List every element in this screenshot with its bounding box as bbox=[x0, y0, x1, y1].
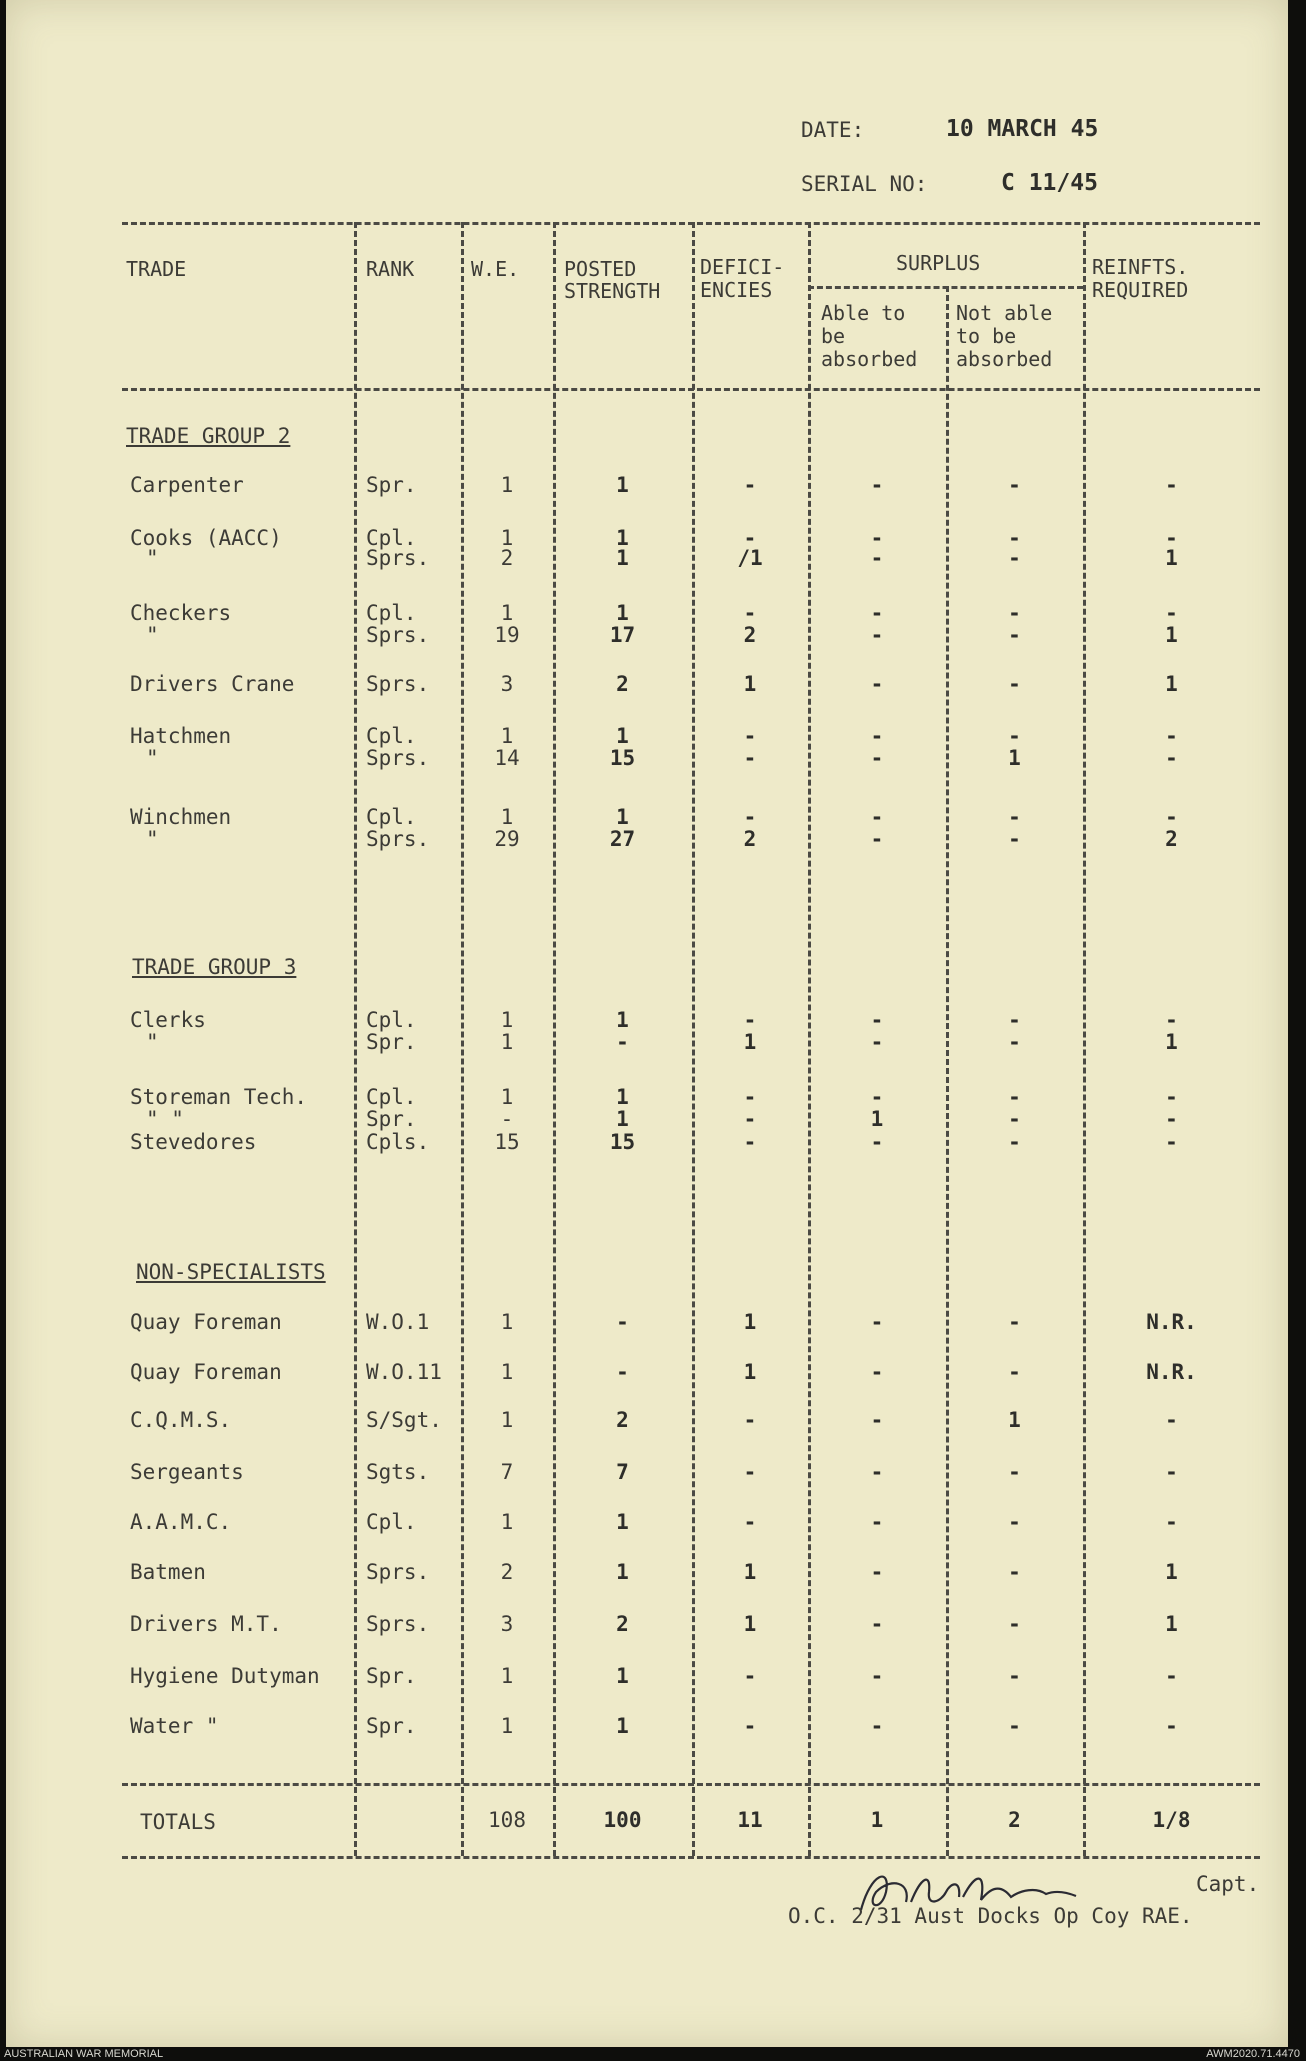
table-row-able: - bbox=[870, 526, 884, 550]
table-row-trade: Quay Foreman bbox=[130, 1310, 282, 1334]
table-row-able: - bbox=[870, 827, 884, 851]
table-row-we: 1 bbox=[500, 526, 514, 550]
table-row-defic: 2 bbox=[743, 623, 757, 647]
group-heading-non-specialists: NON-SPECIALISTS bbox=[136, 1260, 326, 1284]
table-row-defic: - bbox=[743, 805, 757, 829]
table-row-we: 1 bbox=[500, 1664, 514, 1688]
totals-posted: 100 bbox=[603, 1808, 642, 1832]
table-row-we: - bbox=[500, 1107, 514, 1131]
table-row-notable: - bbox=[1008, 805, 1021, 829]
table-row-reinf: - bbox=[1165, 1085, 1178, 1109]
table-row-we: 29 bbox=[494, 827, 520, 851]
table-row-we: 1 bbox=[500, 1360, 514, 1384]
table-row-rank: S/Sgt. bbox=[366, 1408, 442, 1432]
table-row-able: - bbox=[870, 1714, 884, 1738]
table-row-notable: - bbox=[1008, 672, 1021, 696]
table-row-defic: 1 bbox=[743, 1310, 757, 1334]
table-row-trade: Carpenter bbox=[130, 473, 244, 497]
table-row-reinf: - bbox=[1165, 724, 1178, 748]
totals-bottom-line bbox=[122, 1856, 1260, 1859]
table-row-able: - bbox=[870, 1560, 884, 1584]
table-row-able: 1 bbox=[870, 1107, 884, 1131]
table-row-we: 1 bbox=[500, 473, 514, 497]
table-row-trade: A.A.M.C. bbox=[130, 1510, 232, 1534]
table-row-trade: Clerks bbox=[130, 1008, 206, 1032]
table-row-rank: Spr. bbox=[366, 1107, 417, 1131]
signature-unit: O.C. 2/31 Aust Docks Op Coy RAE. bbox=[788, 1904, 1193, 1928]
table-row-notable: - bbox=[1008, 1664, 1021, 1688]
col-divider-rank bbox=[354, 222, 357, 1856]
table-row-trade: " bbox=[146, 546, 159, 570]
document-sheet bbox=[6, 0, 1288, 2047]
table-row-posted: 1 bbox=[616, 601, 629, 625]
group-heading-trade-group-3: TRADE GROUP 3 bbox=[132, 955, 297, 979]
table-row-posted: 1 bbox=[616, 526, 629, 550]
table-row-reinf: - bbox=[1165, 805, 1178, 829]
table-row-rank: Cpl. bbox=[366, 526, 417, 550]
table-row-rank: Sprs. bbox=[366, 672, 430, 696]
table-row-defic: - bbox=[743, 1408, 757, 1432]
footer-right: AWM2020.71.4470 bbox=[1206, 2048, 1300, 2060]
totals-able: 1 bbox=[870, 1808, 884, 1832]
date-value: 10 MARCH 45 bbox=[946, 116, 1099, 142]
col-header-able-1: Able to bbox=[821, 301, 906, 325]
table-row-rank: Cpl. bbox=[366, 724, 417, 748]
table-row-able: - bbox=[870, 623, 884, 647]
totals-we: 108 bbox=[488, 1808, 526, 1832]
table-row-posted: 1 bbox=[616, 546, 629, 570]
table-row-notable: - bbox=[1008, 1714, 1021, 1738]
table-row-rank: Sprs. bbox=[366, 623, 430, 647]
table-row-reinf: 1 bbox=[1165, 672, 1178, 696]
table-row-defic: - bbox=[743, 1008, 757, 1032]
table-row-posted: 1 bbox=[616, 1714, 629, 1738]
table-row-rank: Sprs. bbox=[366, 546, 430, 570]
col-header-able-3: absorbed bbox=[821, 347, 918, 371]
table-row-defic: 1 bbox=[743, 1030, 757, 1054]
table-row-posted: 15 bbox=[609, 746, 636, 770]
table-row-rank: Sprs. bbox=[366, 827, 430, 851]
table-row-trade: Quay Foreman bbox=[130, 1360, 282, 1384]
table-row-posted: 1 bbox=[616, 473, 629, 497]
table-row-notable: - bbox=[1008, 1460, 1021, 1484]
table-row-posted: 17 bbox=[609, 623, 636, 647]
table-row-able: - bbox=[870, 1310, 884, 1334]
table-row-reinf: - bbox=[1165, 1664, 1178, 1688]
table-row-trade: " bbox=[146, 746, 159, 770]
table-row-we: 3 bbox=[500, 1612, 514, 1636]
table-row-posted: 2 bbox=[616, 1612, 629, 1636]
table-row-we: 1 bbox=[500, 1008, 514, 1032]
table-row-posted: 1 bbox=[616, 805, 629, 829]
table-row-defic: 1 bbox=[743, 1612, 757, 1636]
table-row-trade: " bbox=[146, 827, 159, 851]
table-row-notable: - bbox=[1008, 623, 1021, 647]
table-row-rank: Spr. bbox=[366, 1664, 417, 1688]
header-bottom-line bbox=[122, 388, 1260, 391]
serial-label: SERIAL NO: bbox=[801, 172, 928, 196]
table-row-notable: - bbox=[1008, 1510, 1021, 1534]
table-row-able: - bbox=[870, 1085, 884, 1109]
table-row-posted: 1 bbox=[616, 1008, 629, 1032]
table-row-able: - bbox=[870, 601, 884, 625]
col-header-able-2: be bbox=[821, 324, 846, 348]
table-row-we: 1 bbox=[500, 1408, 514, 1432]
table-row-defic: 1 bbox=[743, 1560, 757, 1584]
table-row-trade: Checkers bbox=[130, 601, 232, 625]
totals-defic: 11 bbox=[737, 1808, 763, 1832]
table-row-rank: Spr. bbox=[366, 1030, 417, 1054]
table-row-posted: 1 bbox=[616, 1085, 629, 1109]
table-row-notable: - bbox=[1008, 601, 1021, 625]
table-row-rank: W.O.11 bbox=[366, 1360, 442, 1384]
table-row-reinf: 1 bbox=[1165, 1560, 1178, 1584]
table-row-we: 1 bbox=[500, 805, 514, 829]
col-header-rank: RANK bbox=[366, 257, 415, 281]
table-row-able: - bbox=[870, 1408, 884, 1432]
date-label: DATE: bbox=[801, 118, 865, 142]
table-row-trade: Winchmen bbox=[130, 805, 232, 829]
table-row-trade: Hatchmen bbox=[130, 724, 232, 748]
col-header-notable-3: absorbed bbox=[956, 347, 1053, 371]
table-row-reinf: N.R. bbox=[1146, 1310, 1197, 1334]
table-row-rank: W.O.1 bbox=[366, 1310, 430, 1334]
table-row-posted: 2 bbox=[616, 672, 629, 696]
table-row-reinf: 1 bbox=[1165, 1030, 1178, 1054]
table-row-able: - bbox=[870, 672, 884, 696]
table-row-able: - bbox=[870, 546, 884, 570]
table-row-able: - bbox=[870, 724, 884, 748]
table-row-posted: 1 bbox=[616, 1664, 629, 1688]
serial-value: C 11/45 bbox=[1001, 170, 1098, 196]
table-row-reinf: - bbox=[1165, 1107, 1178, 1131]
table-row-reinf: 2 bbox=[1165, 827, 1178, 851]
table-row-reinf: - bbox=[1165, 473, 1178, 497]
signature-rank: Capt. bbox=[1196, 1872, 1260, 1896]
table-row-defic: - bbox=[743, 1085, 757, 1109]
table-row-trade: Water " bbox=[130, 1714, 219, 1738]
table-row-we: 7 bbox=[500, 1460, 514, 1484]
table-row-able: - bbox=[870, 1664, 884, 1688]
table-row-notable: - bbox=[1008, 1360, 1021, 1384]
table-row-rank: Sgts. bbox=[366, 1460, 430, 1484]
table-row-posted: 1 bbox=[616, 1510, 629, 1534]
table-row-rank: Cpl. bbox=[366, 1008, 417, 1032]
table-row-trade: Sergeants bbox=[130, 1460, 244, 1484]
col-header-posted-2: STRENGTH bbox=[564, 279, 661, 303]
table-row-able: - bbox=[870, 1008, 884, 1032]
table-row-we: 1 bbox=[500, 1085, 514, 1109]
col-header-surplus: SURPLUS bbox=[896, 251, 981, 275]
table-row-reinf: - bbox=[1165, 1408, 1178, 1432]
table-row-notable: 1 bbox=[1008, 746, 1021, 770]
table-row-notable: - bbox=[1008, 1030, 1021, 1054]
table-row-reinf: - bbox=[1165, 526, 1178, 550]
col-header-notable-2: to be bbox=[956, 324, 1017, 348]
table-row-reinf: - bbox=[1165, 1714, 1178, 1738]
table-row-defic: - bbox=[743, 1460, 757, 1484]
col-header-defic-1: DEFICI- bbox=[700, 255, 785, 279]
table-row-defic: - bbox=[743, 1664, 757, 1688]
table-row-rank: Sprs. bbox=[366, 1560, 430, 1584]
table-row-notable: - bbox=[1008, 1560, 1021, 1584]
totals-top-line bbox=[122, 1783, 1260, 1786]
table-row-notable: - bbox=[1008, 1008, 1021, 1032]
table-row-trade: Drivers M.T. bbox=[130, 1612, 282, 1636]
table-row-rank: Cpl. bbox=[366, 1085, 417, 1109]
table-row-reinf: - bbox=[1165, 1460, 1178, 1484]
table-row-notable: - bbox=[1008, 473, 1021, 497]
table-row-posted: 7 bbox=[616, 1460, 629, 1484]
table-row-rank: Spr. bbox=[366, 473, 417, 497]
table-row-defic: - bbox=[743, 1714, 757, 1738]
table-row-trade: Batmen bbox=[130, 1560, 206, 1584]
table-row-we: 1 bbox=[500, 724, 514, 748]
table-row-rank: Sprs. bbox=[366, 1612, 430, 1636]
totals-label: TOTALS bbox=[140, 1810, 216, 1834]
table-row-we: 1 bbox=[500, 1310, 514, 1334]
table-row-rank: Sprs. bbox=[366, 746, 430, 770]
totals-reinf: 1/8 bbox=[1152, 1808, 1191, 1832]
table-row-defic: 2 bbox=[743, 827, 757, 851]
table-row-defic: - bbox=[743, 601, 757, 625]
table-row-posted: 1 bbox=[616, 1560, 629, 1584]
table-row-we: 1 bbox=[500, 1030, 514, 1054]
table-row-we: 15 bbox=[494, 1130, 520, 1154]
table-row-trade: " bbox=[146, 623, 159, 647]
table-row-rank: Cpls. bbox=[366, 1130, 430, 1154]
table-row-defic: 1 bbox=[743, 1360, 757, 1384]
table-row-trade: " bbox=[146, 1030, 159, 1054]
table-row-we: 19 bbox=[494, 623, 520, 647]
table-row-reinf: 1 bbox=[1165, 623, 1178, 647]
col-header-notable-1: Not able bbox=[956, 301, 1053, 325]
col-header-reinf-1: REINFTS. bbox=[1092, 255, 1189, 279]
table-row-rank: Cpl. bbox=[366, 601, 417, 625]
table-row-able: - bbox=[870, 1360, 884, 1384]
table-top-line bbox=[122, 222, 1260, 225]
table-row-defic: - bbox=[743, 1130, 757, 1154]
group-heading-trade-group-2: TRADE GROUP 2 bbox=[126, 424, 291, 448]
table-row-able: - bbox=[870, 1510, 884, 1534]
table-row-reinf: - bbox=[1165, 746, 1178, 770]
table-row-rank: Cpl. bbox=[366, 1510, 417, 1534]
col-header-posted-1: POSTED bbox=[564, 257, 637, 281]
table-row-posted: - bbox=[616, 1360, 629, 1384]
table-row-able: - bbox=[870, 473, 884, 497]
table-row-notable: 1 bbox=[1008, 1408, 1021, 1432]
table-row-able: - bbox=[870, 805, 884, 829]
table-row-notable: - bbox=[1008, 1107, 1021, 1131]
table-row-defic: - bbox=[743, 1510, 757, 1534]
table-row-notable: - bbox=[1008, 1612, 1021, 1636]
table-row-we: 2 bbox=[500, 1560, 514, 1584]
table-row-posted: 15 bbox=[609, 1130, 636, 1154]
table-row-able: - bbox=[870, 1460, 884, 1484]
table-row-trade: C.Q.M.S. bbox=[130, 1408, 232, 1432]
table-row-trade: Stevedores bbox=[130, 1130, 257, 1154]
table-row-defic: 1 bbox=[743, 672, 757, 696]
table-row-trade: Cooks (AACC) bbox=[130, 526, 282, 550]
table-row-posted: 2 bbox=[616, 1408, 629, 1432]
col-header-trade: TRADE bbox=[126, 257, 187, 281]
table-row-notable: - bbox=[1008, 1130, 1021, 1154]
table-row-able: - bbox=[870, 1612, 884, 1636]
table-row-rank: Spr. bbox=[366, 1714, 417, 1738]
table-row-able: - bbox=[870, 746, 884, 770]
col-header-reinf-2: REQUIRED bbox=[1092, 278, 1189, 302]
table-row-trade: Drivers Crane bbox=[130, 672, 295, 696]
table-row-we: 3 bbox=[500, 672, 514, 696]
table-row-defic: - bbox=[743, 746, 757, 770]
table-row-notable: - bbox=[1008, 724, 1021, 748]
table-row-posted: - bbox=[616, 1030, 629, 1054]
table-row-posted: 1 bbox=[616, 1107, 629, 1131]
table-row-trade: Storeman Tech. bbox=[130, 1085, 308, 1109]
table-row-rank: Cpl. bbox=[366, 805, 417, 829]
table-row-defic: - bbox=[743, 1107, 757, 1131]
totals-notable: 2 bbox=[1008, 1808, 1021, 1832]
table-row-able: - bbox=[870, 1030, 884, 1054]
table-row-defic: - bbox=[743, 473, 757, 497]
table-row-we: 1 bbox=[500, 1510, 514, 1534]
table-row-defic: - bbox=[743, 526, 757, 550]
table-row-we: 2 bbox=[500, 546, 514, 570]
table-row-we: 1 bbox=[500, 601, 514, 625]
col-header-defic-2: ENCIES bbox=[700, 278, 773, 302]
table-row-posted: 1 bbox=[616, 724, 629, 748]
table-row-defic: - bbox=[743, 724, 757, 748]
table-row-trade: " " bbox=[146, 1107, 184, 1131]
table-row-notable: - bbox=[1008, 526, 1021, 550]
table-row-we: 14 bbox=[494, 746, 520, 770]
table-row-posted: - bbox=[616, 1310, 629, 1334]
table-row-notable: - bbox=[1008, 827, 1021, 851]
table-row-reinf: 1 bbox=[1165, 1612, 1178, 1636]
footer-left: AUSTRALIAN WAR MEMORIAL bbox=[4, 2048, 164, 2060]
table-row-notable: - bbox=[1008, 546, 1021, 570]
table-row-reinf: N.R. bbox=[1146, 1360, 1197, 1384]
table-row-notable: - bbox=[1008, 1085, 1021, 1109]
table-row-reinf: - bbox=[1165, 1130, 1178, 1154]
table-row-defic: /1 bbox=[737, 546, 763, 570]
table-row-reinf: - bbox=[1165, 1008, 1178, 1032]
table-row-posted: 27 bbox=[609, 827, 636, 851]
table-row-able: - bbox=[870, 1130, 884, 1154]
col-header-we: W.E. bbox=[471, 257, 520, 281]
table-row-reinf: - bbox=[1165, 1510, 1178, 1534]
table-row-notable: - bbox=[1008, 1310, 1021, 1334]
table-row-reinf: 1 bbox=[1165, 546, 1178, 570]
table-row-reinf: - bbox=[1165, 601, 1178, 625]
table-row-we: 1 bbox=[500, 1714, 514, 1738]
table-row-trade: Hygiene Dutyman bbox=[130, 1664, 320, 1688]
